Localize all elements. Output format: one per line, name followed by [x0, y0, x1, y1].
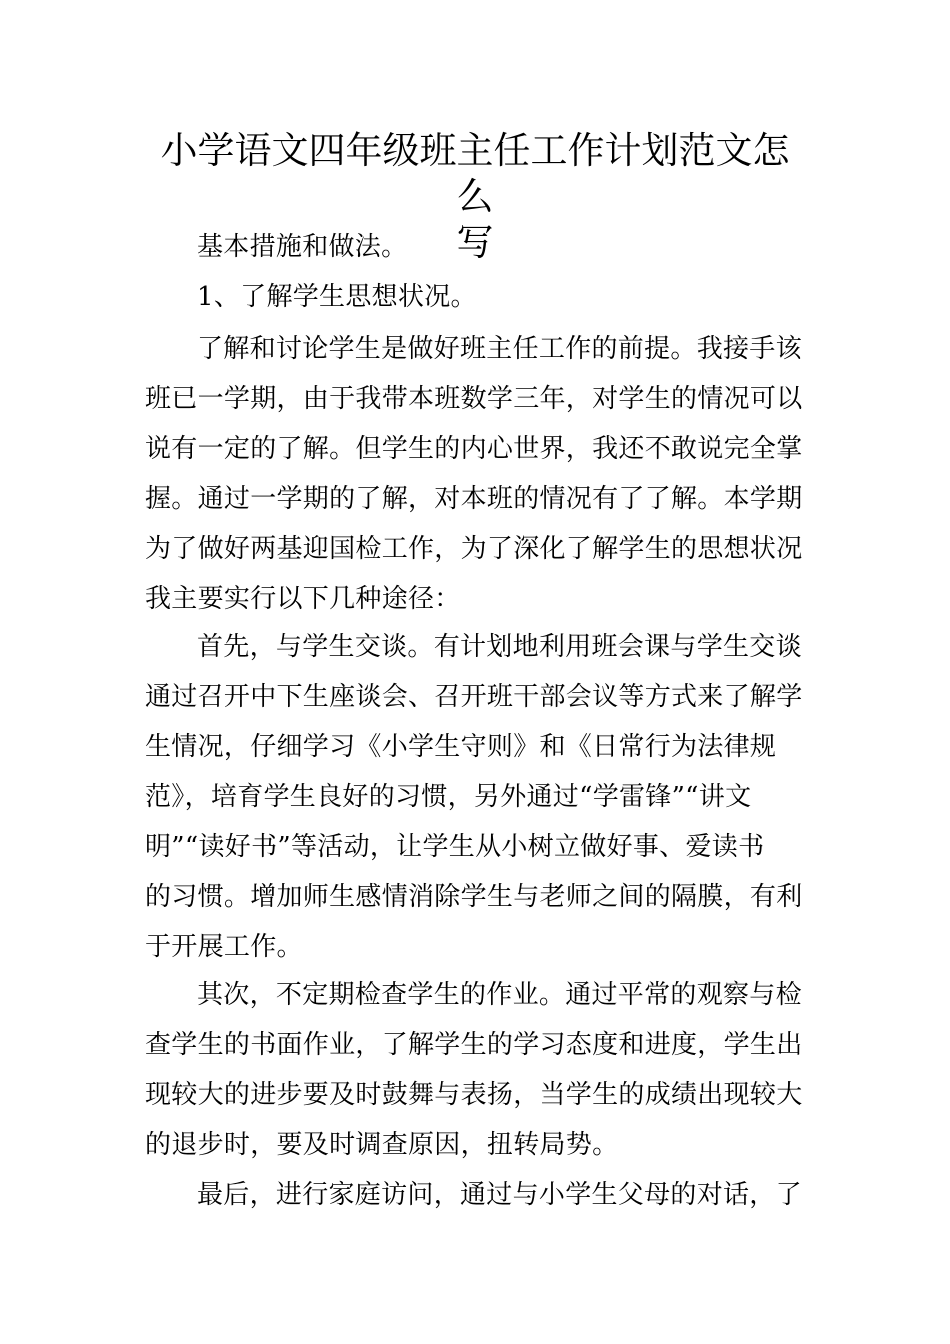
text-line: 为了做好两基迎国检工作，为了深化了解学生的思想状况 [145, 534, 803, 564]
text-line: 握。通过一学期的了解，对本班的情况有了了解。本学期 [145, 484, 803, 514]
text-line: 通过召开中下生座谈会、召开班干部会议等方式来了解学 [145, 682, 803, 712]
title-line: 小学语文四年级班主任工作计划范文怎么 [160, 129, 790, 218]
paragraph-last-visit [145, 1170, 807, 1220]
paragraph-measures-heading [145, 222, 807, 272]
title-line: 写 [456, 221, 494, 264]
text-line: 范》，培育学生良好的习惯，另外通过“学雷锋”“讲文 [145, 782, 752, 812]
text-line: 明”“读好书”等活动，让学生从小树立做好事、爱读书 [145, 832, 765, 862]
text-line: 其次，不定期检查学生的作业。通过平常的观察与检 [197, 980, 802, 1010]
paragraph-second-homework [145, 970, 807, 1170]
text-line: 我主要实行以下几种途径： [145, 584, 461, 614]
text-line: 说有一定的了解。但学生的内心世界，我还不敢说完全掌 [145, 434, 803, 464]
text-line: 班已一学期，由于我带本班数学三年，对学生的情况可以 [145, 384, 803, 414]
text-line: 1、了解学生思想状况。 [197, 282, 477, 312]
text-line: 最后，进行家庭访问，通过与小学生父母的对话，了 [197, 1180, 802, 1210]
paragraph-section-heading [145, 272, 807, 322]
text-line: 现较大的进步要及时鼓舞与表扬，当学生的成绩出现较大 [145, 1080, 803, 1110]
text-line: 的退步时，要及时调查原因，扭转局势。 [145, 1130, 619, 1160]
text-line: 的习惯。增加师生感情消除学生与老师之间的隔膜，有利 [145, 882, 803, 912]
paragraph-understanding [145, 324, 807, 624]
text-line: 查学生的书面作业，了解学生的学习态度和进度，学生出 [145, 1030, 803, 1060]
text-line: 基本措施和做法。 [197, 232, 408, 262]
text-line: 于开展工作。 [145, 932, 303, 962]
text-line: 生情况，仔细学习《小学生守则》和《日常行为法律规 [145, 732, 777, 762]
paragraph-first-talk [145, 622, 807, 972]
text-line: 首先，与学生交谈。有计划地利用班会课与学生交谈 [197, 632, 802, 662]
text-line: 了解和讨论学生是做好班主任工作的前提。我接手该 [197, 334, 802, 364]
